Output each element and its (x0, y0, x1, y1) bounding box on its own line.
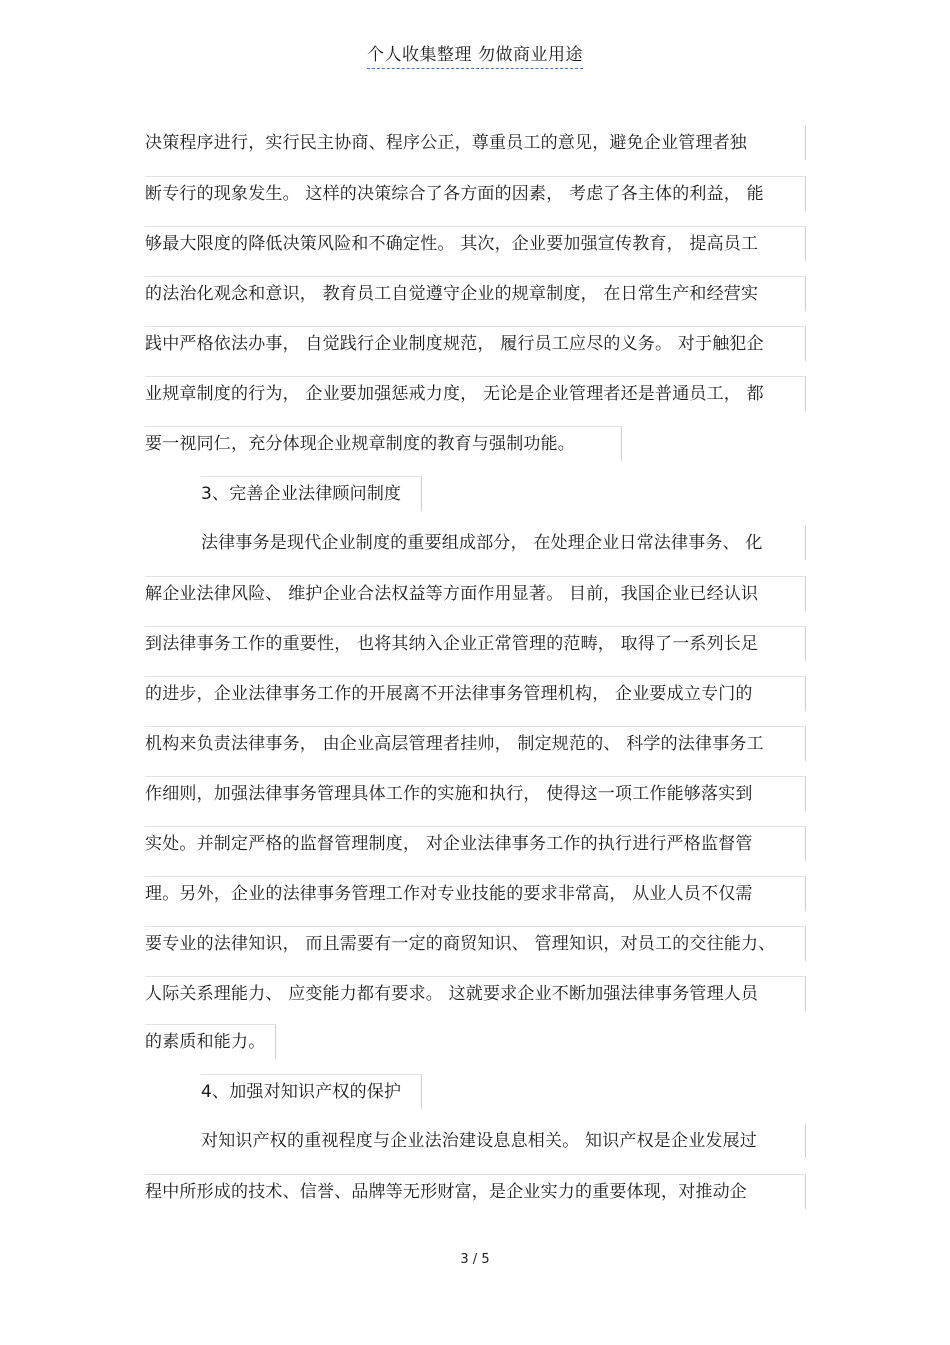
header-text: 个人收集整理 勿做商业用途 (367, 45, 583, 69)
text-line: 到法律事务工作的重要性， 也将其纳入企业正常管理的范畴， 取得了一系列长足 (145, 626, 806, 661)
text-line: 解企业法律风险、 维护企业合法权益等方面作用显著。 目前，我国企业已经认识 (145, 576, 806, 611)
text-line: 对知识产权的重视程度与企业法治建设息息相关。 知识产权是企业发展过 (201, 1124, 806, 1158)
section-heading: 4、加强对知识产权的保护 (201, 1074, 422, 1109)
text-line: 的素质和能力。 (145, 1024, 276, 1059)
text-line: 人际关系理能力、 应变能力都有要求。 这就要求企业不断加强法律事务管理人员 (145, 976, 806, 1011)
text-line: 作细则，加强法律事务管理具体工作的实施和执行， 使得这一项工作能够落实到 (145, 776, 806, 811)
text-line: 法律事务是现代企业制度的重要组成部分， 在处理企业日常法律事务、 化 (201, 526, 806, 560)
text-line: 实处。并制定严格的监督管理制度， 对企业法律事务工作的执行进行严格监督管 (145, 826, 806, 861)
text-line: 的法治化观念和意识， 教育员工自觉遵守企业的规章制度， 在日常生产和经营实 (145, 276, 806, 311)
text-line: 程中所形成的技术、信誉、品牌等无形财富，是企业实力的重要体现，对推动企 (145, 1174, 806, 1209)
text-line: 断专行的现象发生。 这样的决策综合了各方面的因素， 考虑了各主体的利益， 能 (145, 176, 806, 211)
text-line: 的进步，企业法律事务工作的开展离不开法律事务管理机构， 企业要成立专门的 (145, 676, 806, 711)
text-line: 理。另外，企业的法律事务管理工作对专业技能的要求非常高， 从业人员不仅需 (145, 876, 806, 911)
page-number: 3 / 5 (460, 1252, 490, 1267)
text-line: 机构来负责法律事务， 由企业高层管理者挂帅， 制定规范的、 科学的法律事务工 (145, 726, 806, 761)
text-line: 业规章制度的行为， 企业要加强惩戒力度， 无论是企业管理者还是普通员工， 都 (145, 376, 806, 411)
text-line: 要专业的法律知识， 而且需要有一定的商贸知识、 管理知识，对员工的交往能力、 (145, 926, 806, 961)
section-heading: 3、完善企业法律顾问制度 (201, 476, 422, 511)
text-line: 决策程序进行，实行民主协商、程序公正，尊重员工的意见，避免企业管理者独 (145, 126, 806, 160)
text-line: 践中严格依法办事， 自觉践行企业制度规范， 履行员工应尽的义务。 对于触犯企 (145, 326, 806, 361)
text-line: 要一视同仁，充分体现企业规章制度的教育与强制功能。 (145, 426, 622, 461)
text-line: 够最大限度的降低决策风险和不确定性。 其次，企业要加强宣传教育， 提高员工 (145, 226, 806, 261)
